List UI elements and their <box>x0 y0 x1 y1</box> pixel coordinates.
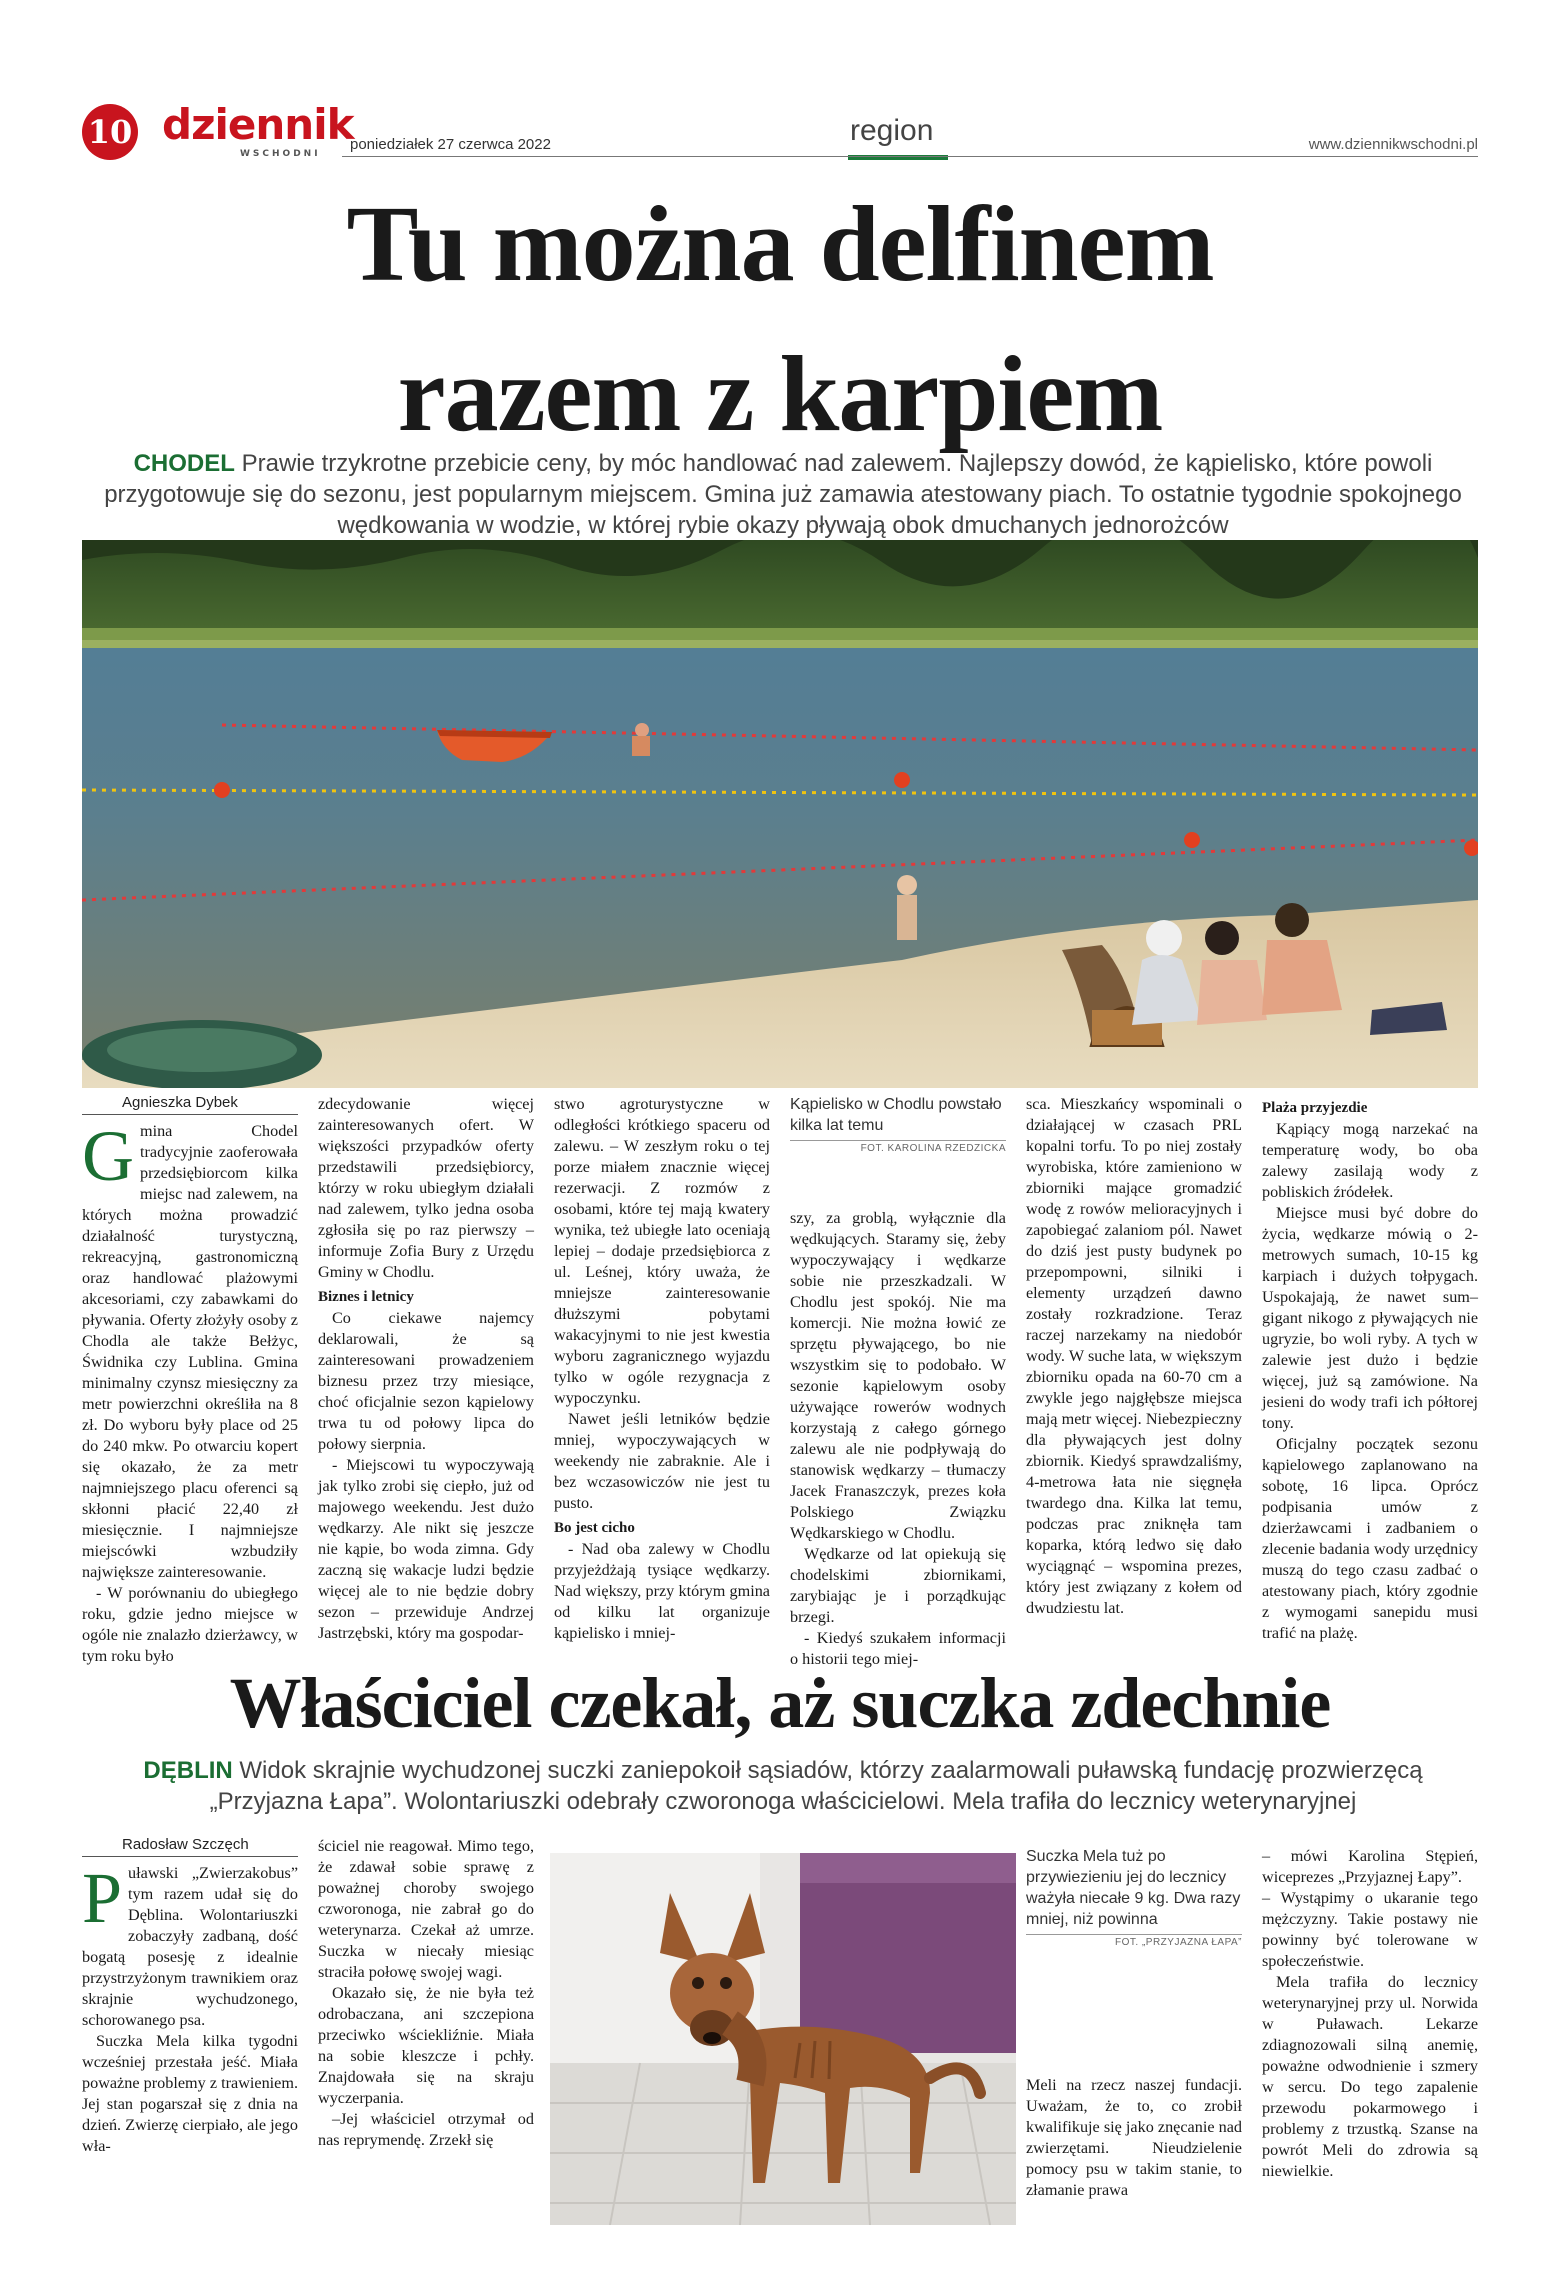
page-number: 10 <box>82 104 138 160</box>
paragraph: uławski „Zwierzakobus” tym razem udał się do Dęblina. Wolontariuszki zobaczyły zadbaną, dość bogatą posesję z idealnie przystrzyżonym trawnikiem oraz skrajnie wychudzonego, schorowanego psa. <box>82 1864 298 2029</box>
section-label: region <box>850 114 934 147</box>
photo-credit: FOT. KAROLINA RZEDZICKA <box>860 1143 1006 1154</box>
lake-photo-illustration <box>82 540 1478 1088</box>
lead-place-name: CHODEL <box>133 450 235 477</box>
paragraph: - Nad oba zalewy w Chodlu przyjeżdżają tysiące wędkarzy. Nad większy, przy którym gmina od kilku lat organizuje kąpielisko i mniej- <box>554 1540 770 1642</box>
drop-cap: P <box>82 1858 123 1938</box>
paragraph: sca. Mieszkańcy wspominali o działającej w czasach PRL kopalni torfu. To po niej zostały wyrobiska, które zamieniono w zbiorniki mające gromadzić wodę z rowów melioracyjnych i zapobiegać zalaniom pól. Nawet do dziś jest pusty budynek po przepompowni, silniki i elementy urządzeń dawno zostały rozkradzione. Teraz raczej narzekamy na niedobór wody. W suche lata, w większym zbiorniku opada na 60-70 cm a zwykle jego najgłębsze miejsca mają metr więcej. Niebezpieczny dla pływających jest dolny zbiornik. Kiedyś sprawdzaliśmy, 4-metrowa łata nie sięgnęła twardego dna. Kilka lat temu, podczas prac zniknęła tam koparka, którą ledwo się dało wyciągnąć – wspomina prezes, który jest związany z kołem od dwudziestu lat. <box>1026 1095 1242 1617</box>
paragraph: – mówi Karolina Stępień, wiceprezes „Przyjaznej Łapy”. <box>1262 1847 1478 1886</box>
paragraph: zdecydowanie więcej zainteresowanych ofert. W większości przypadków oferty przedstawili przedsiębiorcy, którzy w roku ubiegłym działali nad zalewem, tylko jedna osoba zgłosiła się po raz pierwszy – informuje Zofia Bury z Urzędu Gminy w Chodlu. <box>318 1095 534 1281</box>
article-1-lead <box>88 448 1478 541</box>
issue-date: poniedziałek 27 czerwca 2022 <box>350 136 551 153</box>
article-2-column-1 <box>82 1836 298 2157</box>
lead-text: Prawie trzykrotne przebicie ceny, by móc handlować nad zalewem. Najlepszy dowód, że kąpielisko, które powoli przygotowuje się do sezonu, jest popularnym miejscem. Gmina już zamawia atestowany piach. To ostatnie tygodnie spokojnego wędkowania w wodzie, w której rybie okazy pływają obok dmuchanych jednorożców <box>104 450 1462 539</box>
lake-beach-photo <box>82 540 1478 1088</box>
paragraph: Mela trafiła do lecznicy weterynaryjnej przy ul. Norwida w Puławach. Lekarze zdiagnozowali silną anemię, poważne odwodnienie i szmery w sercu. Do tego zapalenie przewodu pokarmowego i problemy z trzustką. Szanse na powrót Meli do zdrowia są niewielkie. <box>1262 1973 1478 2180</box>
article-2-column-2 <box>318 1836 534 2151</box>
article-2-column-4 <box>1262 1846 1478 2182</box>
caption-text: Suczka Mela tuż po przywiezieniu jej do lecznicy ważyła niecałe 9 kg. Dwa razy mniej, niż powinna <box>1026 1846 1242 1935</box>
paragraph: Nawet jeśli letników będzie mniej, wypoczywających w weekendy nie zabraknie. Ale i bez wczasowiczów nie jest tu pusto. <box>554 1410 770 1512</box>
author-byline: Radosław Szczęch <box>82 1836 298 1857</box>
article-2-lead <box>88 1755 1478 1817</box>
article-1-column-1 <box>82 1094 298 1667</box>
subheading: Biznes i letnicy <box>318 1289 414 1305</box>
photo-credit: FOT. „PRZYJAZNA ŁAPA” <box>1115 1937 1242 1948</box>
paragraph: Meli na rzecz naszej fundacji. Uważam, że to, co zrobił kwalifikuje się jako znęcanie nad zwierzętami. Nieudzielenie pomocy psu w takim stanie, to złamanie prawa <box>1026 2076 1242 2199</box>
newspaper-logo[interactable]: dziennik <box>162 100 354 149</box>
photo-1-caption <box>790 1094 1006 1154</box>
dog-photo-illustration <box>550 1853 1016 2225</box>
paragraph: ściciel nie reagował. Mimo tego, że zdawał sobie sprawę z poważnej choroby swojego czworonoga, nie zabrał go do weterynarza. Czekał aż umrze. Suczka w niecały miesiąc straciła połowę swojej wagi. <box>318 1837 534 1981</box>
photo-2-caption <box>1026 1846 1242 1948</box>
paragraph: Wędkarze od lat opiekują się chodelskimi zbiornikami, zarybiając je i porządkując brzegi. <box>790 1545 1006 1626</box>
paragraph: Okazało się, że nie była też odrobaczana, ani szczepiona przeciwko wściekliźnie. Miała na sobie kleszcze i pchły. Znajdowała się na skraju wyczerpania. <box>318 1984 534 2107</box>
headline-line-2: razem z karpiem <box>397 335 1163 454</box>
header-rule <box>342 156 1478 157</box>
paragraph: stwo agroturystyczne w odległości krótkiego spaceru od zalewu. – W zeszłym roku o tej porze miałem znacznie więcej rezerwacji. Z rozmów z osobami, które tej mają kwatery wynika, też ubiegłe lato oceniają lepiej – dodaje przedsiębiorca z ul. Leśnej, który uważa, że mniejsze zainteresowanie dłuższymi pobytami wakacyjnymi to nie jest kwestia wyboru zagranicznego wyjazdu tylko w ogóle rezygnacja z wypoczynku. <box>554 1095 770 1407</box>
dog-photo <box>550 1853 1016 2225</box>
paragraph: – Wystąpimy o ukaranie tego mężczyzny. Takie postawy nie powinny być tolerowane w społeczeństwie. <box>1262 1889 1478 1970</box>
paragraph: Kąpiący mogą narzekać na temperaturę wody, bo oba zalewy zasilają wody z pobliskich źródełek. <box>1262 1120 1478 1201</box>
lead-place-name: DĘBLIN <box>143 1757 233 1784</box>
subheading: Plaża przyjezdie <box>1262 1100 1368 1116</box>
caption-text: Kąpielisko w Chodlu powstało kilka lat temu <box>790 1094 1006 1141</box>
lead-text: Widok skrajnie wychudzonej suczki zaniepokoił sąsiadów, którzy zaalarmowali puławską fundację prozwierzęcą „Przyjazna Łapa”. Wolontariuszki odebrały czworonoga właścicielowi. Mela trafiła do lecznicy weterynaryjnej <box>209 1757 1423 1815</box>
article-1-column-3 <box>554 1094 770 1644</box>
article-2-headline: Właściciel czekał, aż suczka zdechnie <box>229 1663 1331 1743</box>
article-1-column-5 <box>1026 1094 1242 1619</box>
paragraph: Oficjalny początek sezonu kąpielowego zaplanowano na sobotę, 16 lipca. Oprócz podpisania umów z dzierżawcami i zadbaniem o zlecenie badania wody urzędnicy muszą do tego czasu zadbać o atestowany piach, który zgodnie z wymogami sanepidu musi trafić na plażę. <box>1262 1435 1478 1642</box>
article-1-headline <box>120 170 1440 470</box>
paragraph: - Miejscowi tu wypoczywają jak tylko zrobi się ciepło, już od majowego weekendu. Jest dużo wędkarzy. Ale nikt się jeszcze nie kąpie, bo woda zimna. Gdy zaczną się wakacje ludzi będzie więcej ale to nie będzie dobry sezon – przewiduje Andrzej Jastrzębski, który ma gospodar- <box>318 1456 534 1642</box>
paragraph: mina Chodel tradycyjnie zaoferowała przedsiębiorcom kilka miejsc nad zalewem, na których można prowadzić działalność turystyczną, rekreacyjną, gastronomiczną oraz handlować plażowymi akcesoriami, czy zabawkami do pływania. Oferty złożyły osoby z Chodla ale także Bełżyc, Świdnika czy Lublina. Gmina minimalny czynsz miesięczny za metr powierzchni określiła na 8 zł. Do wyboru były place od 25 do 240 mkw. Po otwarciu kopert się okazało, że za metr najmniejszego placu oferenci są skłonni płacić 22,40 zł miesięcznie. I najmniejsze miejscówki wzbudziły największe zainteresowanie. <box>82 1122 298 1581</box>
headline-line-1: Tu można delfinem <box>346 185 1214 304</box>
subheading: Bo jest cicho <box>554 1520 635 1536</box>
article-1-column-2 <box>318 1094 534 1644</box>
drop-cap: G <box>82 1116 134 1196</box>
paragraph: Miejsce musi być dobre do życia, wędkarze mówią o 2-metrowych sumach, 10-15 kg karpiach i dużych tołpygach. Uspokajają, że nawet sum–gigant nikogo z pływających nie ugryzie, bo woli ryby. A tych w zalewie jest dużo i będzie więcej, już są zamówione. Na jesieni do wody trafi ich półtorej tony. <box>1262 1204 1478 1432</box>
article-1-column-4 <box>790 1208 1006 1670</box>
paragraph: - Kiedyś szukałem informacji o historii tego miej- <box>790 1629 1006 1668</box>
page-header <box>82 100 1478 162</box>
author-byline: Agnieszka Dybek <box>82 1094 298 1115</box>
paragraph: Suczka Mela kilka tygodni wcześniej przestała jeść. Miała poważne problemy z trawieniem. Jej stan pogarszał się z dnia na dzień. Zwierzę cierpiało, ale jego wła- <box>82 2032 298 2155</box>
article-2-column-3 <box>1026 2075 1242 2201</box>
article-1-column-6 <box>1262 1094 1478 1644</box>
newspaper-logo-subtitle: WSCHODNI <box>240 149 321 159</box>
paragraph: - W porównaniu do ubiegłego roku, gdzie jedno miejsce w ogóle nie znalazło dzierżawcy, w tym roku było <box>82 1584 298 1665</box>
paragraph: szy, za groblą, wyłącznie dla wędkujących. Staramy się, żeby wypoczywający i wędkarze sobie nie przeszkadzali. W Chodlu jest spokój. Nie ma komercji. Nie można łowić ze sprzętu pływającego, bo nie wszystkim się to podobało. W sezonie kąpielowym osoby używające rowerów wodnych korzystają z całego górnego zalewu ale nie podpływają do stanowisk wędkarzy – tłumaczy Jacek Franaszczyk, prezes koła Polskiego Związku Wędkarskiego w Chodlu. <box>790 1209 1006 1542</box>
paragraph: –Jej właściciel otrzymał od nas reprymendę. Zrzekł się <box>318 2110 534 2149</box>
website-url[interactable]: www.dziennikwschodni.pl <box>1308 136 1478 153</box>
paragraph: Co ciekawe najemcy deklarowali, że są zainteresowani prowadzeniem biznesu przez trzy miesiące, choć oficjalnie sezon kąpielowy trwa tu od połowy lipca do połowy sierpnia. <box>318 1309 534 1453</box>
